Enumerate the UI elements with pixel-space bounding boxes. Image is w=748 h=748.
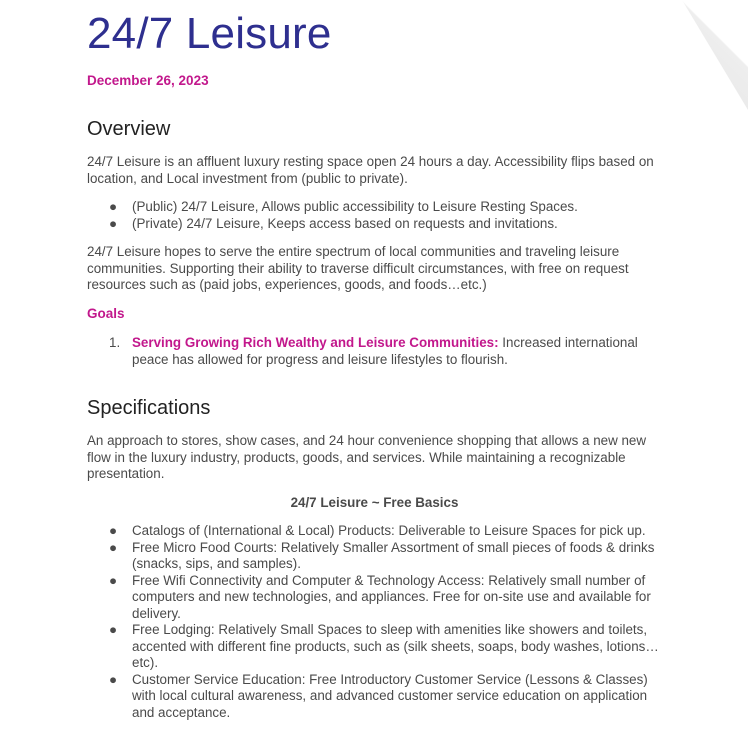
list-item [87,216,667,233]
bullet-icon: ● [109,671,118,687]
list-item [87,199,667,216]
specifications-bullet-list [87,523,667,721]
list-item-text: Free Micro Food Courts: Relatively Smaller Assortment of small pieces of foods & drinks (snacks, sips, and samples). [132,539,655,571]
list-item-text: Free Lodging: Relatively Small Spaces to sleep with amenities like showers and toilets, accented with different fine products, such as (silk sheets, soaps, body washes, lotions…etc). [132,622,659,670]
document-title: 24/7 Leisure [87,9,332,58]
list-item [87,622,667,672]
goal-text: Increased international peace has allowed for progress and leisure lifestyles to flourish. [132,335,638,367]
list-item-text: Catalogs of (International & Local) Products: Deliverable to Leisure Spaces for pick up. [132,523,646,538]
bullet-icon: ● [109,199,118,214]
bullet-icon: ● [109,622,118,637]
overview-closing: 24/7 Leisure hopes to serve the entire spectrum of local communities and traveling leisure communities. Supporting their ability to traverse difficult circumstances, with free on request resources such as (paid jobs, experiences, goods, and foods…etc.) [87,244,629,292]
specifications-heading: Specifications [87,397,211,419]
goals-list [87,335,667,368]
bullet-icon: ● [109,539,118,555]
page-corner-fold [638,0,748,110]
specifications-subheading: 24/7 Leisure ~ Free Basics [290,495,459,510]
list-item-text: (Private) 24/7 Leisure, Keeps access based on requests and invitations. [132,215,558,231]
list-item-text: (Public) 24/7 Leisure, Allows public accessibility to Leisure Resting Spaces. [132,199,578,214]
overview-heading: Overview [87,118,171,140]
document-date: December 26, 2023 [87,73,209,88]
list-item [87,335,667,368]
specifications-intro: An approach to stores, show cases, and 24 hour convenience shopping that allows a new new flow in the luxury industry, products, goods, and services. While maintaining a recognizable presentation. [87,433,647,481]
list-item [87,523,667,540]
list-number: 1. [109,335,121,350]
goal-title: Serving Growing Rich Wealthy and Leisure Communities: [132,335,499,350]
list-item [87,672,667,722]
overview-bullet-list [87,199,667,232]
bullet-icon: ● [109,523,118,538]
bullet-icon: ● [109,572,118,588]
overview-intro: 24/7 Leisure is an affluent luxury resting space open 24 hours a day. Accessibility flips based on location, and Local investment from (public to private). [87,154,654,186]
bullet-icon: ● [109,215,118,231]
list-item-text: Free Wifi Connectivity and Computer & Technology Access: Relatively small number of computers and new technologies, and appliances. Free for on-site use and available for delivery. [132,572,651,621]
list-item [87,540,667,573]
list-item-text: Customer Service Education: Free Introductory Customer Service (Lessons & Classes) with local cultural awareness, and advanced customer service education on application and acceptance. [132,671,648,720]
list-item [87,573,667,623]
goals-heading: Goals [87,306,125,321]
